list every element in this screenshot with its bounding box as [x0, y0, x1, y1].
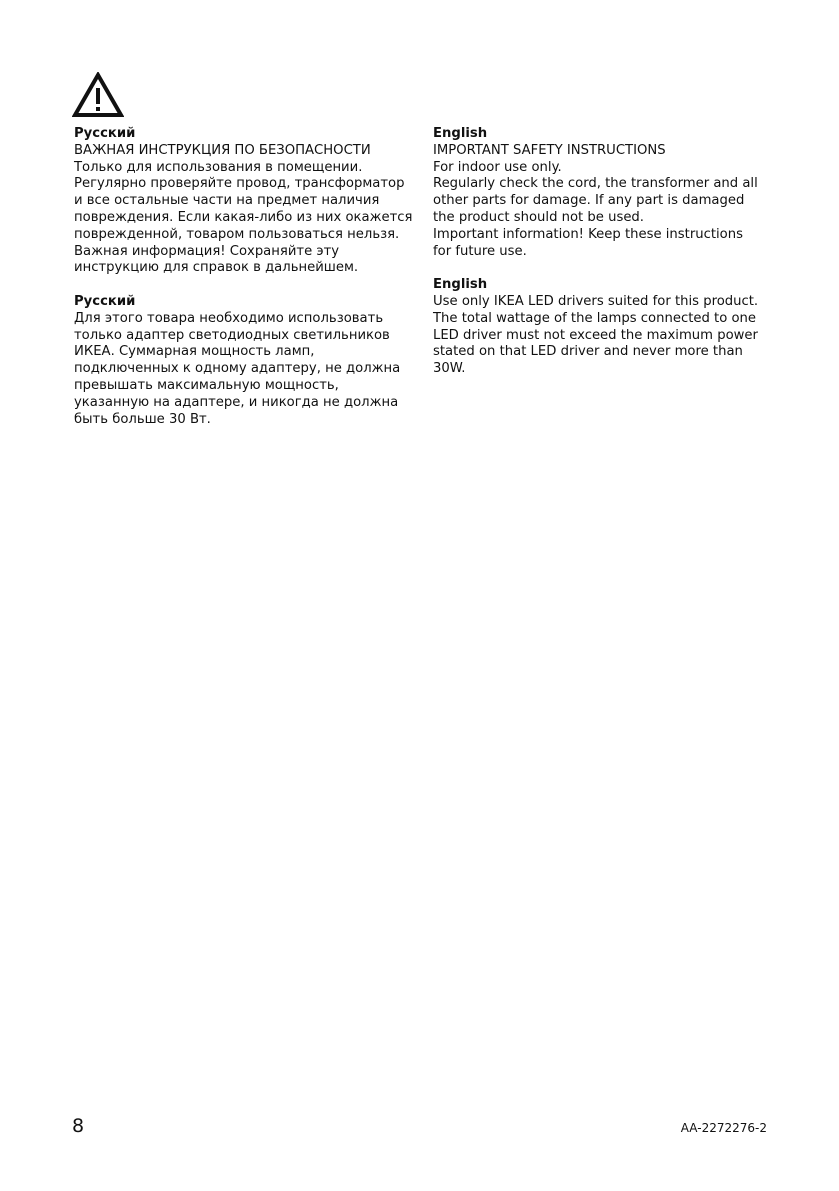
- section-heading: Русский: [74, 293, 136, 309]
- text-line: 30W.: [433, 361, 466, 377]
- russian-column: [74, 126, 414, 445]
- text-line: и все остальные части на предмет наличия: [74, 193, 380, 209]
- warning-triangle-icon: [72, 72, 124, 118]
- text-line: превышать максимальную мощность,: [74, 377, 339, 393]
- text-line: Только для использования в помещении.: [74, 159, 363, 175]
- page-number: 8: [72, 1115, 85, 1137]
- text-line: ВАЖНАЯ ИНСТРУКЦИЯ ПО БЕЗОПАСНОСТИ: [74, 142, 371, 158]
- section-heading: English: [433, 277, 488, 293]
- text-line: подключенных к одному адаптеру, не должна: [74, 361, 401, 377]
- text-line: The total wattage of the lamps connected to one: [433, 310, 757, 326]
- document-code: AA-2272276-2: [680, 1121, 767, 1135]
- text-line: For indoor use only.: [433, 159, 562, 175]
- text-line: for future use.: [433, 243, 527, 259]
- text-line: быть больше 30 Вт.: [74, 411, 211, 427]
- russian-driver-section: [74, 294, 414, 428]
- text-line: the product should not be used.: [433, 209, 644, 225]
- text-line: IMPORTANT SAFETY INSTRUCTIONS: [433, 142, 666, 158]
- text-line: Regularly check the cord, the transformer and all: [433, 176, 758, 192]
- text-line: Регулярно проверяйте провод, трансформатор: [74, 176, 405, 192]
- text-line: other parts for damage. If any part is damaged: [433, 193, 745, 209]
- english-column: [433, 126, 778, 395]
- text-line: LED driver must not exceed the maximum power: [433, 327, 758, 343]
- english-safety-section: [433, 126, 778, 260]
- text-line: только адаптер светодиодных светильников: [74, 327, 390, 343]
- section-heading: Русский: [74, 126, 136, 141]
- section-heading: English: [433, 126, 488, 141]
- text-line: поврежденной, товаром пользоваться нельзя.: [74, 226, 400, 242]
- russian-safety-section: [74, 126, 414, 277]
- text-line: ИКЕА. Суммарная мощность ламп,: [74, 344, 315, 360]
- text-line: Для этого товара необходимо использовать: [74, 310, 384, 326]
- text-line: Use only IKEA LED drivers suited for this product.: [433, 293, 759, 309]
- text-line: повреждения. Если какая-либо из них окажется: [74, 209, 413, 225]
- text-line: Important information! Keep these instructions: [433, 226, 743, 242]
- text-line: указанную на адаптере, и никогда не должна: [74, 394, 399, 410]
- text-line: Важная информация! Сохраняйте эту: [74, 243, 340, 259]
- text-line: инструкцию для справок в дальнейшем.: [74, 260, 359, 276]
- text-line: stated on that LED driver and never more than: [433, 344, 743, 360]
- english-driver-section: [433, 277, 778, 378]
